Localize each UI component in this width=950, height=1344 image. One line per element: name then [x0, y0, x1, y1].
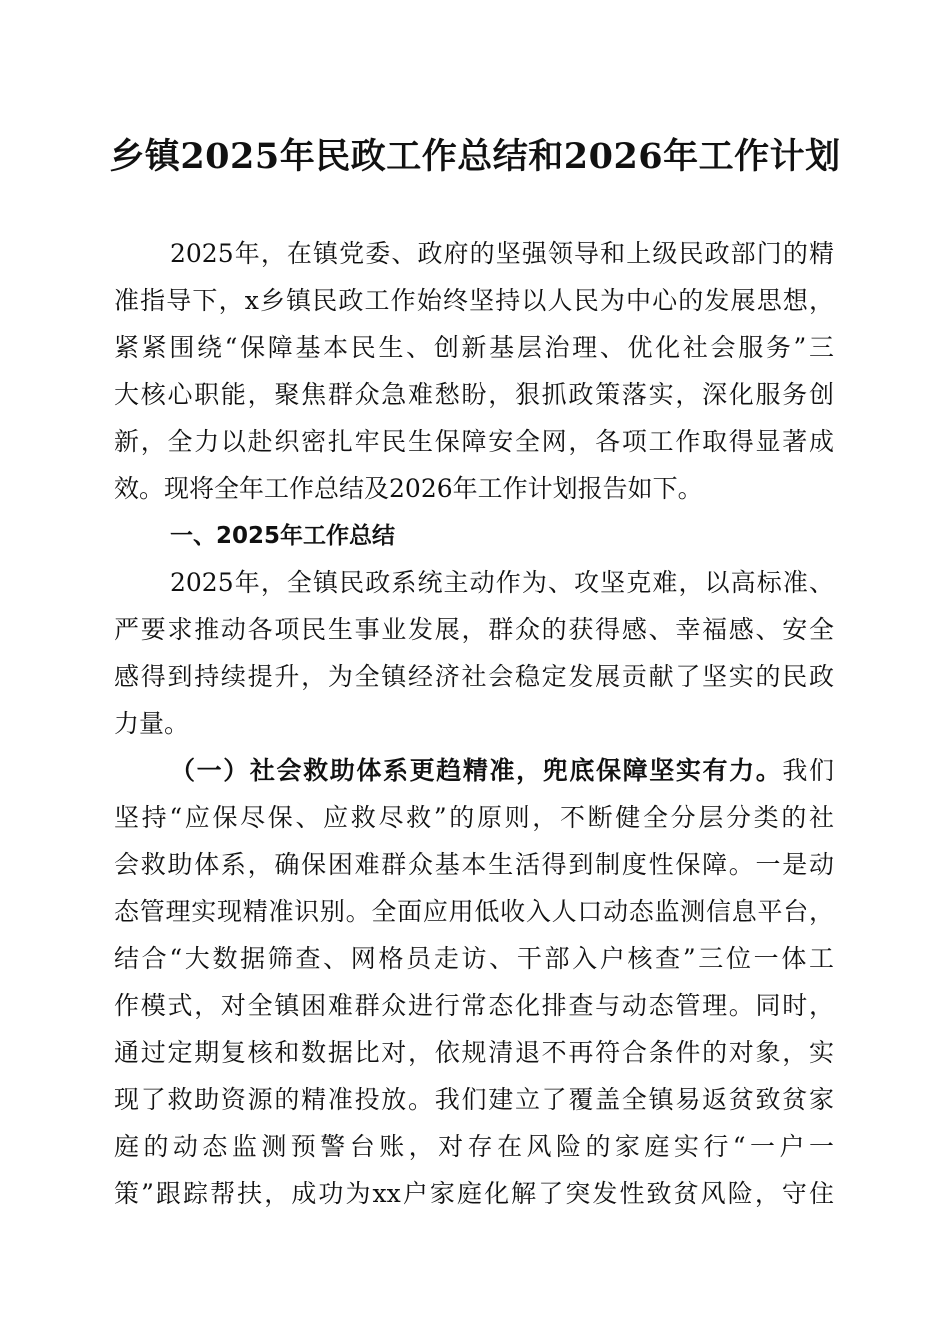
intro-line: 大核心职能，聚焦群众急难愁盼，狠抓政策落实，深化服务创	[114, 380, 834, 409]
document-title: 乡镇2025年民政工作总结和2026年工作计划	[109, 136, 841, 177]
subsection1-line: 现了救助资源的精准投放。我们建立了覆盖全镇易返贫致贫家	[114, 1085, 834, 1114]
subsection1-line: 会救助体系，确保困难群众基本生活得到制度性保障。一是动	[114, 850, 834, 879]
section-heading: 一、2025年工作总结	[170, 523, 396, 549]
subsection-heading: （一）社会救助体系更趋精准，兜底保障坚实有力。	[170, 756, 783, 785]
subsection1-line: 结合“大数据筛查、网格员走访、干部入户核查”三位一体工	[114, 944, 834, 973]
section1-line: 严要求推动各项民生事业发展，群众的获得感、幸福感、安全	[114, 615, 834, 644]
intro-line: 新，全力以赴织密扎牢民生保障安全网，各项工作取得显著成	[114, 427, 834, 456]
subsection1-line: 通过定期复核和数据比对，依规清退不再符合条件的对象，实	[114, 1038, 834, 1067]
subsection1-line: 庭的动态监测预警台账，对存在风险的家庭实行“一户一	[114, 1132, 834, 1161]
intro-line: 准指导下，x乡镇民政工作始终坚持以人民为中心的发展思想，	[114, 286, 834, 315]
section1-line: 感得到持续提升，为全镇经济社会稳定发展贡献了坚实的民政	[114, 662, 834, 691]
intro-line: 效。现将全年工作总结及2026年工作计划报告如下。	[114, 474, 703, 503]
subsection-first-text: 我们	[782, 756, 834, 785]
subsection1-line: 坚持“应保尽保、应救尽救”的原则，不断健全分层分类的社	[114, 803, 834, 832]
section1-line: 2025年，全镇民政系统主动作为、攻坚克难，以高标准、	[170, 568, 834, 597]
intro-line: 紧紧围绕“保障基本民生、创新基层治理、优化社会服务”三	[114, 333, 834, 362]
subsection1-line: 态管理实现精准识别。全面应用低收入人口动态监测信息平台，	[114, 897, 834, 926]
subsection-first-line	[170, 747, 834, 795]
section1-line: 力量。	[114, 709, 190, 738]
subsection1-line: 策”跟踪帮扶，成功为xx户家庭化解了突发性致贫风险，守住	[114, 1179, 834, 1208]
intro-line: 2025年，在镇党委、政府的坚强领导和上级民政部门的精	[170, 239, 834, 268]
subsection1-line: 作模式，对全镇困难群众进行常态化排查与动态管理。同时，	[114, 991, 834, 1020]
